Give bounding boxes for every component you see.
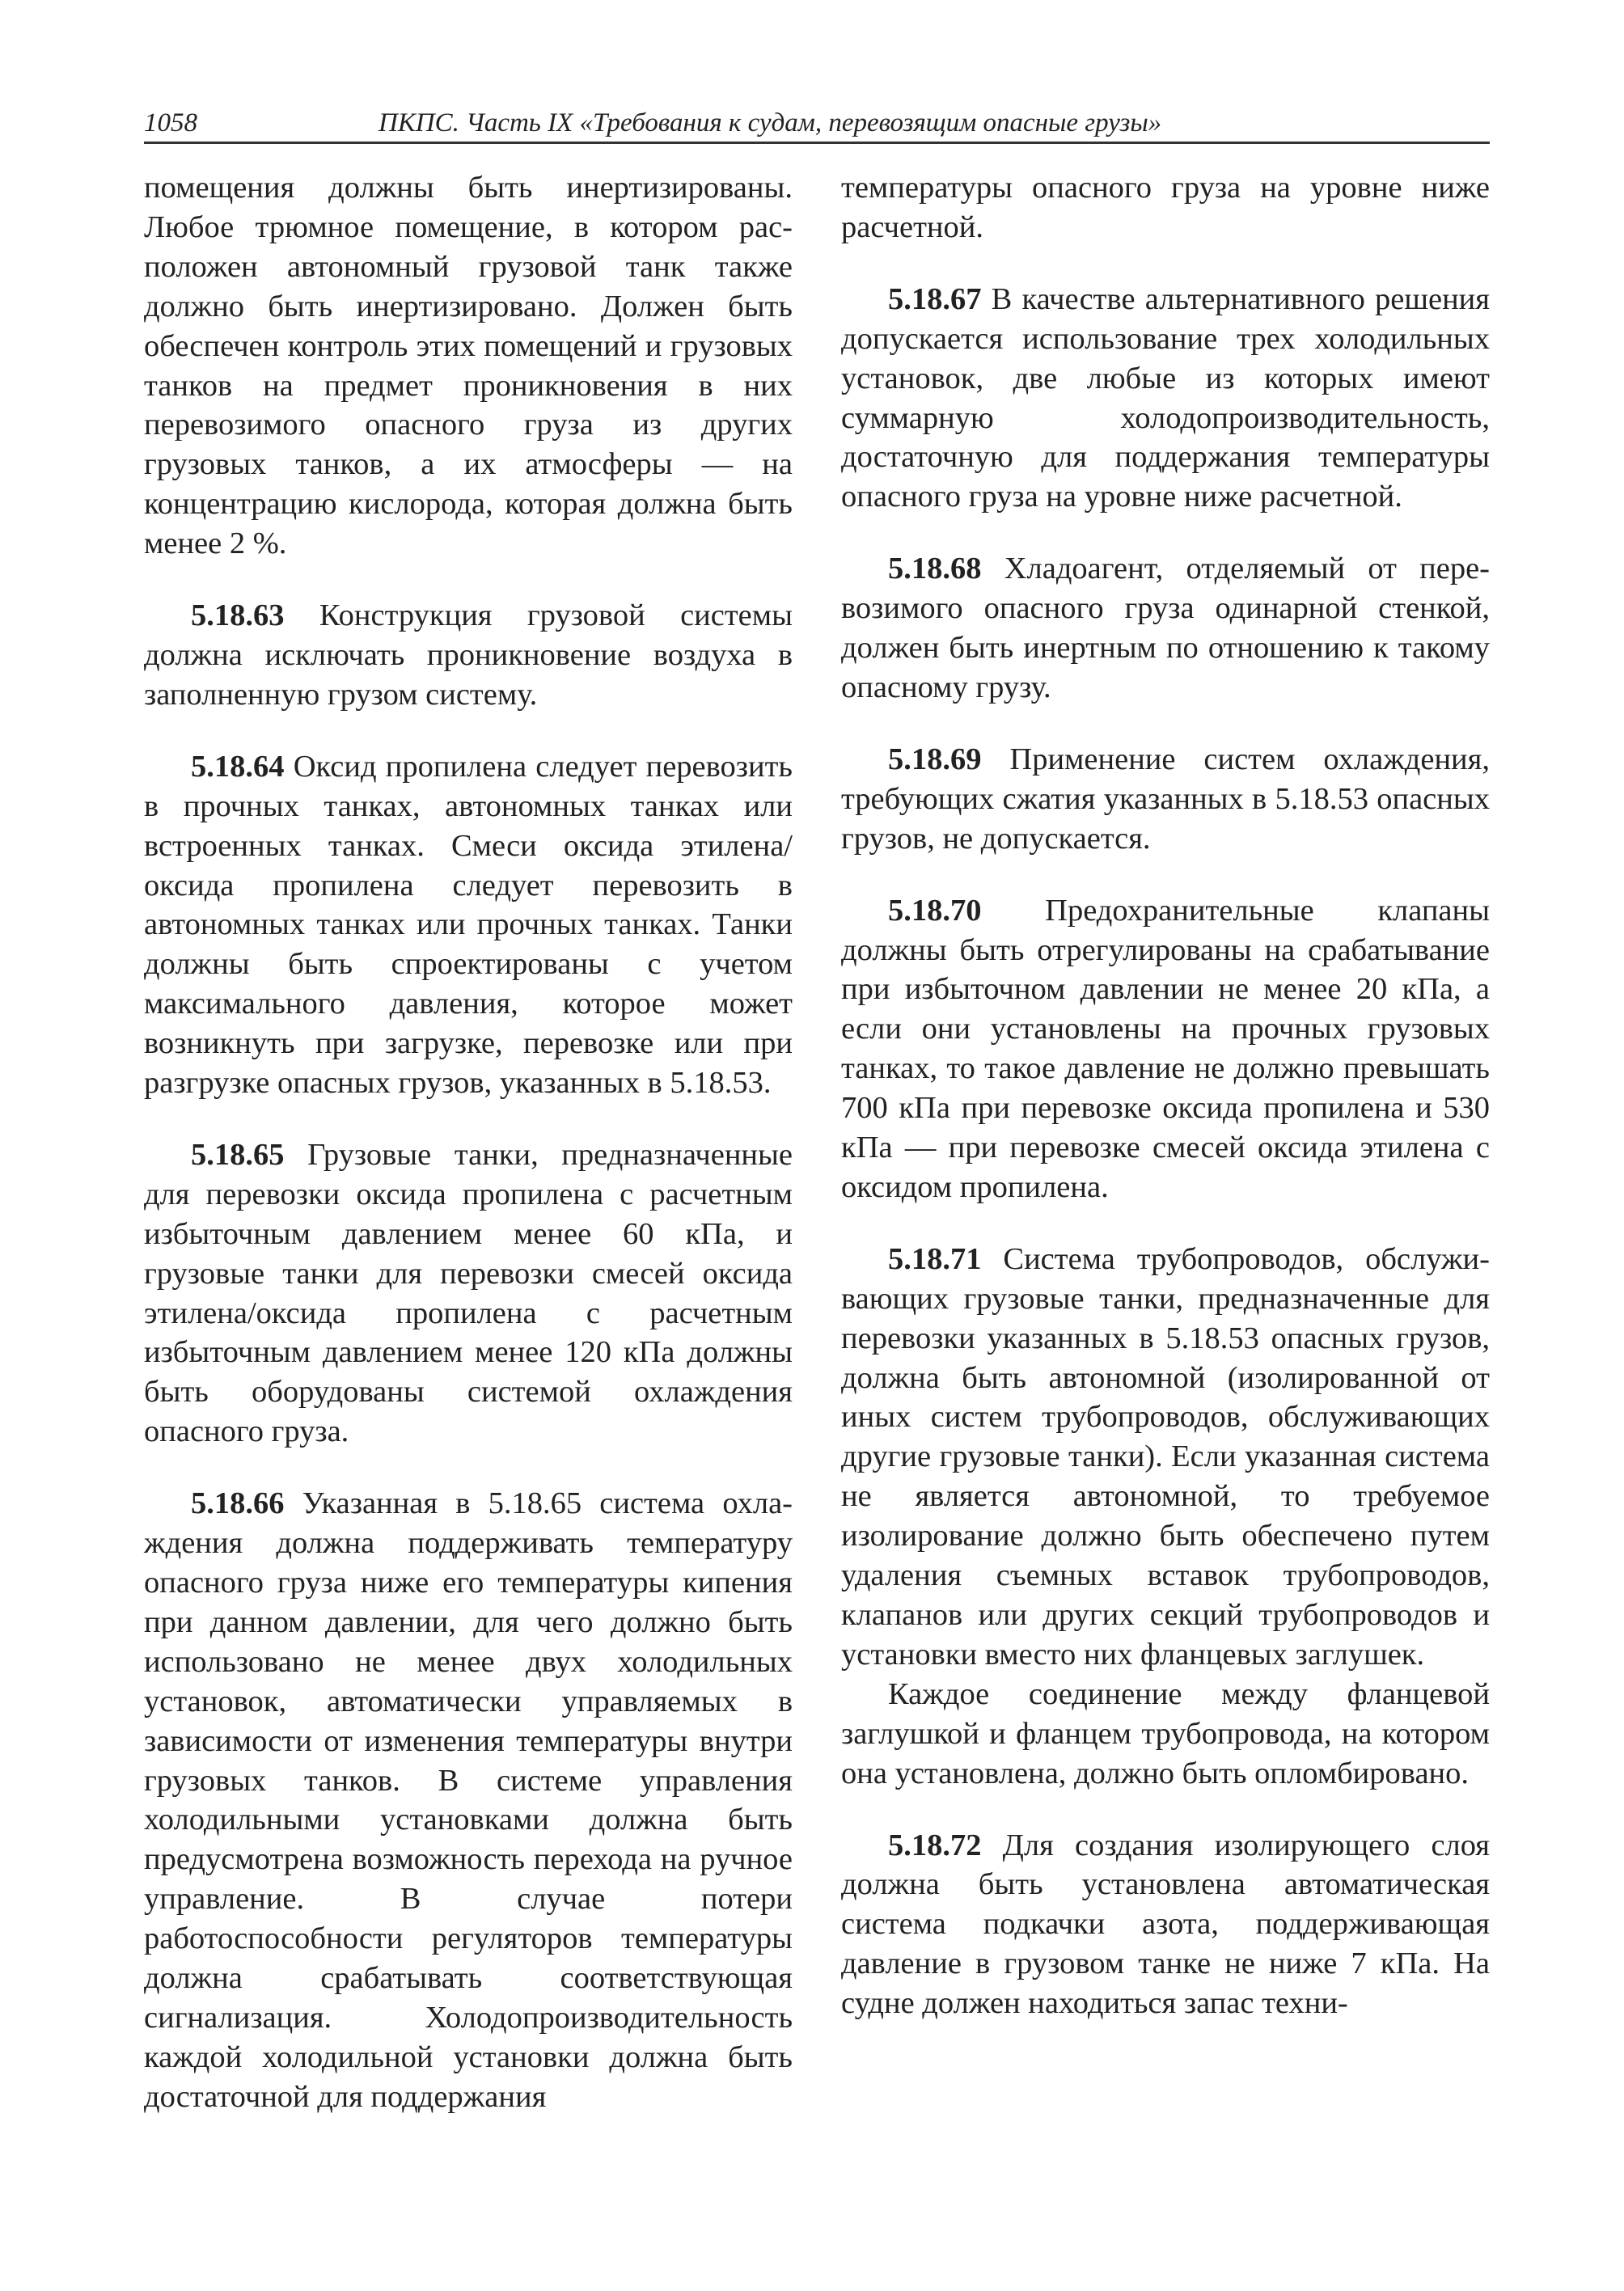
clause-5-18-67 xyxy=(841,280,1490,517)
clause-5-18-63 xyxy=(144,596,793,715)
clause-number: 5.18.68 xyxy=(888,552,982,586)
clause-text: В качестве альтернативного решения допускается использование трех холодильных установок, две любые из которых имеют суммарную холодопроизводительность, достаточную для поддержания температуры опасного груза на уровне ниже расчетной. xyxy=(841,281,1490,514)
clause-text: Предохранительные клапаны должны быть отрегулированы на срабатывание при избыточном давлении не менее 20 кПа, а если они установлены на прочных грузовых танках, то такое давление не должно превышать 700 кПа при перевозке оксида пропилена и 530 кПа — при перевозке смесей оксида этилена с оксидом пропилена. xyxy=(841,893,1490,1204)
header-rule xyxy=(144,142,1490,144)
clause-5-18-66 xyxy=(144,1484,793,2117)
clause-number: 5.18.71 xyxy=(888,1241,982,1276)
clause-5-18-71-continuation xyxy=(841,1675,1490,1794)
left-column xyxy=(144,168,793,2117)
clause-text: Система трубопроводов, обслуживающих грузовые танки, предназначенные для перевозки указанных в 5.18.53 опасных грузов, должна быть автономной (изолированной от иных систем трубопроводов, обслуживающих другие грузовые танки). Если указанная система не является автономной, то требуемое изолирование должно быть обеспечено путем удаления съемных вставок трубопроводов, клапанов или других секций трубопроводов и установки вместо них фланцевых заглушек. xyxy=(841,1241,1490,1672)
clause-text: Применение систем охлаждения, требующих сжатия указанных в 5.18.53 опасных грузов, не допускается. xyxy=(841,742,1490,856)
clause-5-18-70 xyxy=(841,891,1490,1207)
clause-number: 5.18.64 xyxy=(191,749,285,784)
clause-5-18-68 xyxy=(841,549,1490,708)
clause-5-18-64 xyxy=(144,747,793,1103)
clause-text: Хладоагент, отделяемый от перевозимого опасного груза одинарной стенкой, должен быть инертным по отношению к такому опасному грузу. xyxy=(841,552,1490,704)
right-column xyxy=(841,168,1490,2023)
clause-number: 5.18.65 xyxy=(191,1137,285,1172)
clause-5-18-72 xyxy=(841,1826,1490,2024)
clause-text: Оксид пропилена следует перевозить в прочных танках, автономных танках или встроенных танках. Смеси оксида этилена/оксида пропилена следует перевозить в автономных танках или прочных танках. Танки должны быть спроектированы с учетом максимального давления, которое может возникнуть при загрузке, перевозке или при разгрузке опасных грузов, указанных в 5.18.53. xyxy=(144,749,793,1101)
clause-text: Для создания изолирующего слоя должна быть установлена автоматическая система подкачки азота, поддерживающая давление в грузовом танке не ниже 7 кПа. На судне должен находиться запас техни- xyxy=(841,1828,1490,2021)
paragraph-continuation: температуры опасного груза на уровне ниже расчетной. xyxy=(841,171,1490,244)
clause-number: 5.18.67 xyxy=(888,281,982,316)
clause-number: 5.18.63 xyxy=(191,598,285,633)
clause-5-18-69 xyxy=(841,740,1490,859)
clause-number: 5.18.70 xyxy=(888,893,982,928)
running-title: ПКПС. Часть IX «Требования к судам, перевозящим опасные грузы» xyxy=(379,108,1162,137)
clause-number: 5.18.72 xyxy=(888,1828,982,1862)
clause-5-18-71 xyxy=(841,1240,1490,1675)
paragraph-continuation: помещения должны быть инертизированы. Любое трюмное помещение, в котором расположен автономный грузовой танк также должно быть инертизировано. Должен быть обеспечен контроль этих помещений и грузовых танков на предмет проникновения в них перевозимого опасного груза из других грузовых танков, а их атмосферы — на концентрацию кислорода, которая должна быть менее 2 %. xyxy=(144,171,793,561)
clause-text: Грузовые танки, предназначенные для перевозки оксида пропилена с расчетным избыточным давлением менее 60 кПа, и грузовые танки для перевозки смесей оксида этилена/оксида пропилена с расчетным избыточным давлением менее 120 кПа должны быть оборудованы системой охлаждения опасного груза. xyxy=(144,1137,793,1449)
clause-text: Конструкция грузовой системы должна исключать проникновение воздуха в заполненную грузом систему. xyxy=(144,598,793,712)
page-header xyxy=(144,104,1490,144)
clause-number: 5.18.66 xyxy=(191,1486,285,1521)
clause-5-18-65 xyxy=(144,1135,793,1452)
clause-number: 5.18.69 xyxy=(888,742,982,776)
page-number: 1058 xyxy=(144,108,197,137)
clause-text: Каждое соединение между фланцевой заглушкой и фланцем трубопровода, на котором она установлена, должно быть опломбировано. xyxy=(841,1676,1490,1790)
clause-text: Указанная в 5.18.65 система охлаждения должна поддерживать температуру опасного груза ниже его температуры кипения при данном давлении, для чего должно быть использовано не менее двух холодильных установок, автоматически управляемых в зависимости от изменения температуры внутри грузовых танков. В системе управления холодильными установками должна быть предусмотрена возможность перехода на ручное управление. В случае потери работоспособности регуляторов температуры должна срабатывать соответствующая сигнализация. Холодопроизводительность каждой холодильной установки должна быть достаточной для поддержания xyxy=(144,1486,793,2114)
